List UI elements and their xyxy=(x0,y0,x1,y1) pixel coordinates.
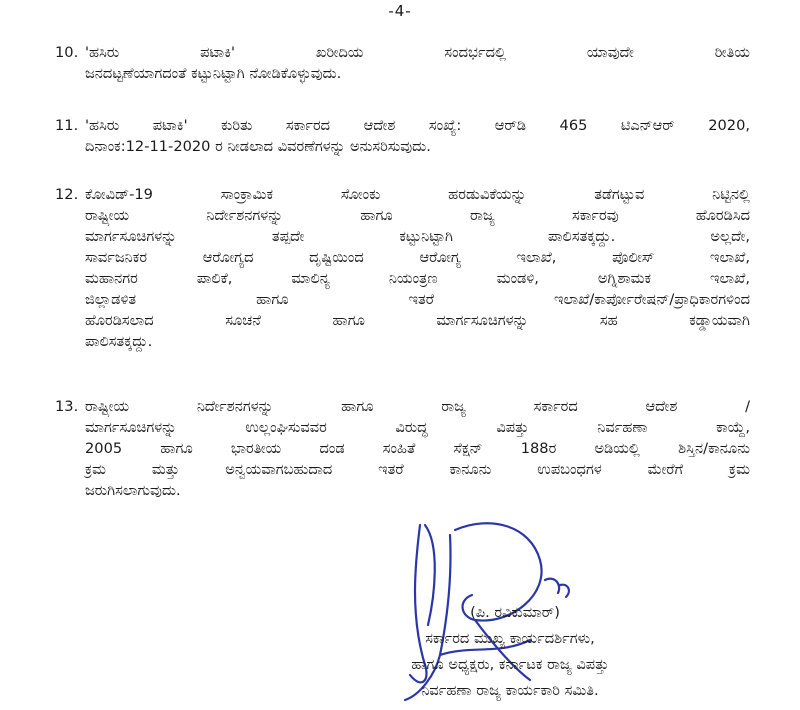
item-line: ಜಿಲ್ಲಾಡಳಿತ ಹಾಗೂ ಇತರೆ ಇಲಾಖೆ/ಕಾರ್ಪೋರೇಷನ್/ಪ್ರಾಧಿಕಾರಗಳಿಂದ xyxy=(85,291,750,308)
item-line: ಪಾಲಿಸತಕ್ಕದ್ದು. xyxy=(85,333,153,350)
item-line: ಕ್ರಮ ಮತ್ತು ಅನ್ವಯವಾಗಬಹುದಾದ ಇತರೆ ಕಾನೂನು ಉಪಬಂಧಗಳ ಮೇರೆಗೆ ಕ್ರಮ xyxy=(85,461,750,478)
item-line: 'ಹಸಿರು ಪಟಾಕಿ' ಖರೀದಿಯ ಸಂದರ್ಭದಲ್ಲಿ ಯಾವುದೇ ರೀತಿಯ xyxy=(85,44,750,61)
signatory-name: (ಪಿ. ರವಿಕುಮಾರ್) xyxy=(470,604,560,621)
signatory-block xyxy=(290,600,730,704)
item-line: ದಿನಾಂಕ:12-11-2020 ರ ನೀಡಲಾದ ವಿವರಣೆಗಳನ್ನು ಅನುಸರಿಸುವುದು. xyxy=(85,138,431,155)
list-item-11 xyxy=(55,115,750,157)
item-line: ಮಾರ್ಗಸೂಚಿಗಳನ್ನು ತಪ್ಪದೇ ಕಟ್ಟುನಿಟ್ಟಾಗಿ ಪಾಲಿಸತಕ್ಕದ್ದು. ಅಲ್ಲದೇ, xyxy=(85,228,750,245)
signatory-designation: ನಿರ್ವಹಣಾ ರಾಜ್ಯ ಕಾರ್ಯಕಾರಿ ಸಮಿತಿ. xyxy=(421,682,599,699)
item-number: 12. xyxy=(55,186,79,203)
item-line: ಜರುಗಿಸಲಾಗುವುದು. xyxy=(85,482,181,499)
item-line: ಹೊರಡಿಸಲಾದ ಸೂಚನೆ ಹಾಗೂ ಮಾರ್ಗಸೂಚಿಗಳನ್ನು ಸಹ ಕಡ್ಡಾಯವಾಗಿ xyxy=(85,312,750,329)
signatory-designation: ಹಾಗೂ ಅಧ್ಯಕ್ಷರು, ಕರ್ನಾಟಕ ರಾಜ್ಯ ವಿಪತ್ತು xyxy=(411,656,609,673)
item-line: ರಾಷ್ಟ್ರೀಯ ನಿರ್ದೇಶನಗಳನ್ನು ಹಾಗೂ ರಾಜ್ಯ ಸರ್ಕಾರವು ಹೊರಡಿಸಿದ xyxy=(85,207,750,224)
item-number: 13. xyxy=(55,398,79,415)
item-line: ಜನದಟ್ಟಣೆಯಾಗದಂತೆ ಕಟ್ಟುನಿಟ್ಟಾಗಿ ನೋಡಿಕೊಳ್ಳುವುದು. xyxy=(85,65,342,82)
list-item-10 xyxy=(55,42,750,84)
item-number: 11. xyxy=(55,117,79,134)
item-line: ರಾಷ್ಟ್ರೀಯ ನಿರ್ದೇಶನಗಳನ್ನು ಹಾಗೂ ರಾಜ್ಯ ಸರ್ಕಾರದ ಆದೇಶ / xyxy=(85,398,750,415)
item-line: ಮಹಾನಗರ ಪಾಲಿಕೆ, ಮಾಲಿನ್ಯ ನಿಯಂತ್ರಣ ಮಂಡಳಿ, ಅಗ್ನಿಶಾಮಕ ಇಲಾಖೆ, xyxy=(85,270,750,287)
item-line: ಸಾರ್ವಜನಿಕರ ಆರೋಗ್ಯದ ದೃಷ್ಟಿಯಿಂದ ಆರೋಗ್ಯ ಇಲಾಖೆ, ಪೊಲೀಸ್ ಇಲಾಖೆ, xyxy=(85,249,750,266)
signatory-designation: ಸರ್ಕಾರದ ಮುಖ್ಯ ಕಾರ್ಯದರ್ಶಿಗಳು, xyxy=(425,630,595,647)
page-number: -4- xyxy=(388,2,412,20)
list-item-12 xyxy=(55,184,750,352)
item-line: 2005 ಹಾಗೂ ಭಾರತೀಯ ದಂಡ ಸಂಹಿತೆ ಸೆಕ್ಷನ್ 188ರ ಅಡಿಯಲ್ಲಿ ಶಿಸ್ತಿನ/ಕಾನೂನು xyxy=(85,440,750,457)
list-item-13 xyxy=(55,396,750,501)
item-line: ಮಾರ್ಗಸೂಚಿಗಳನ್ನು ಉಲ್ಲಂಘಿಸುವವರ ವಿರುದ್ಧ ವಿಪತ್ತು ನಿರ್ವಹಣಾ ಕಾಯ್ದೆ, xyxy=(85,419,750,436)
item-line: 'ಹಸಿರು ಪಟಾಕಿ' ಕುರಿತು ಸರ್ಕಾರದ ಆದೇಶ ಸಂಖ್ಯೆ: ಆರ್‌ಡಿ 465 ಟಿಎನ್‌ಆರ್ 2020, xyxy=(85,117,750,134)
item-line: ಕೋವಿಡ್-19 ಸಾಂಕ್ರಾಮಿಕ ಸೋಂಕು ಹರಡುವಿಕೆಯನ್ನು ತಡೆಗಟ್ಟುವ ನಿಟ್ಟಿನಲ್ಲಿ xyxy=(85,186,750,203)
item-number: 10. xyxy=(55,44,79,61)
